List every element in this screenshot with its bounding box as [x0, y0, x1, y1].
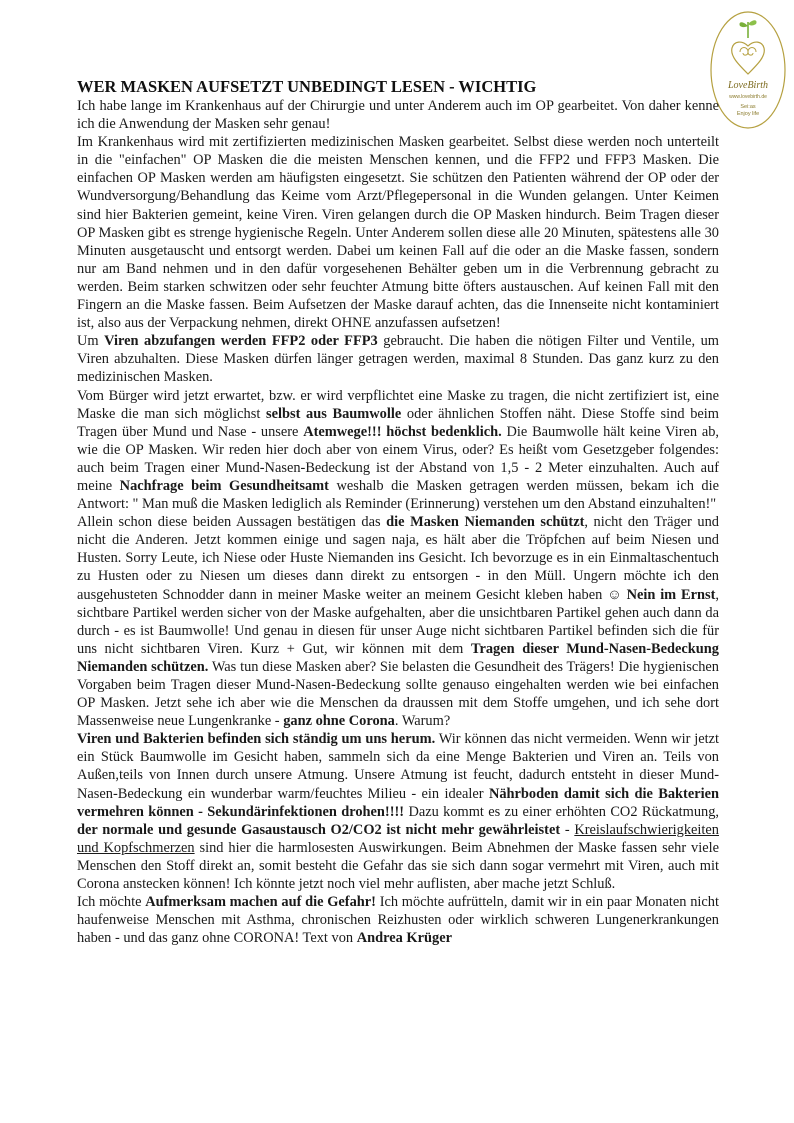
bold-text: Nährboden damit sich die Bakterien vermehren können - Sekundärinfektionen drohen!!!! [77, 785, 720, 820]
bold-text: der normale und gesunde Gasaustausch O2/CO2 ist nicht mehr gewährleistet [77, 821, 561, 838]
paragraph-no-protection [77, 513, 719, 730]
logo-tagline: Sei:as [740, 104, 756, 110]
text-run: , sichtbare Partikel werden sicher von der Maske aufgehalten, aber die unsichtbaren Partikel gehen auch dann da durch - es ist Baumwolle! Und genau in diesen für unser Auge nicht sichtbaren Partikel befinden sich die für uns nicht sichtbaren Viren. Kurz + Gut, wir können mit dem [77, 586, 719, 657]
text-run: - [560, 821, 575, 838]
text-run: Ich möchte aufrütteln, damit wir in ein paar Monaten nicht haufenweise Menschen mit Asthma, chronischen Reizhusten oder wirklich schweren Lungenerkrankungen haben - und das ganz ohne CORONA! Text von [77, 894, 719, 947]
text-run: Im Krankenhaus wird mit zertifizierten medizinischen Masken gearbeitet. Selbst diese werden noch unterteilt in die "einfachen" OP Masken die die meisten Menschen kennen, und die FFP2 und FFP3 Masken. Die einfachen OP Masken werden am häufigsten eingesetzt. Sie schützen den Patienten während der OP oder der Wundversorgung/Behandlung das Keime vom Arzt/Pflegepersonal in die Wunden gelangen. Unter Keimen sind hier Bakterien gemeint, keine Viren. Viren gelangen durch die OP Masken hindurch. Beim Tragen dieser OP Masken gibt es strenge hygienische Regeln. Unter Anderem sollen diese alle 20 Minuten, spätestens alle 30 Minuten ausgetauscht und entsorgt werden. Dabei um keinen Fall auf die oder an die Maske fassen, sondern nur am Band nehmen und in den dafür vorgesehenen Behälter geben um in die Verbrennung gebracht zu werden. Beim starken schwitzen oder sehr feuchter Atmung bitte öfters austauschen. Auf keinen Fall mit den Fingern an die Maske fassen. Beim Aufsetzen der Maske darauf achten, das die Innenseite nicht kontaminiert ist, also aus der Verpackung nehmen, direkt OHNE anzufassen aufsetzen! [77, 134, 719, 332]
text-run: Um [77, 333, 105, 350]
bold-text: Nein im Ernst [626, 586, 716, 603]
text-run: sind hier die harmlosesten Auswirkungen. Beim Abnehmen der Maske fassen sehr viele Menschen den Stoff direkt an, somit besteht die Gefahr das sie sich dann sogar vermehrt mit Viren, auch mit Corona anstecken können! Ich könnte jetzt noch viel mehr auflisten, aber mache jetzt Schluß. [77, 839, 719, 893]
text-run: gebraucht. Die haben die nötigen Filter und Ventile, um Viren abzuhalten. Diese Masken dürfen länger getragen werden, maximal 8 Stunden. Das ganz kurz zu den medizinischen Masken. [77, 333, 719, 386]
document-title: WER MASKEN AUFSETZT UNBEDINGT LESEN - WICHTIG [77, 77, 537, 96]
bold-text: selbst aus Baumwolle [265, 405, 402, 422]
text-run: oder ähnlichen Stoffen näht. Diese Stoffe sind beim Tragen über Mund und Nase - unsere [77, 405, 719, 440]
author-name: Andrea Krüger [356, 930, 452, 947]
text-run: , nicht den Träger und nicht die Anderen. Jetzt kommen einige und sagen naja, es hält aber die Tröpfchen auf beim Niesen und Husten. Sorry Leute, ich Niese oder Huste Niemanden ins Gesicht. Ich bevorzuge es in ein Einmaltaschentuch zu Husten oder zu Niesen um dieses dann direkt zu entsorgen - in den Müll. Ungern möchte ich den ausgehusteten Schnodder dann in meiner Maske weiter an meinem Gesicht kleben haben ☺ [77, 514, 719, 603]
bold-text: Nachfrage beim Gesundheitsamt [119, 477, 329, 494]
paragraph-hospital-masks [77, 133, 719, 332]
text-run: Dazu kommt es zu einer erhöhten CO2 Rückatmung, [404, 803, 720, 820]
document-body [77, 77, 719, 947]
bold-text: ganz ohne Corona [283, 713, 395, 730]
bold-text: Aufmerksam machen auf die Gefahr! [145, 894, 376, 911]
paragraph-closing [77, 893, 719, 947]
text-run: Ich habe lange im Krankenhaus auf der Chirurgie und unter Anderem auch im OP gearbeitet. Von daher kenne ich die Anwendung der Masken sehr genau! [77, 98, 719, 133]
logo-brand-name: LoveBirth [728, 80, 768, 91]
bold-text: die Masken Niemanden schützt [386, 514, 585, 531]
text-run: Ich möchte [77, 894, 146, 911]
logo-tagline: Enjoy life [736, 111, 760, 117]
logo-website: www.lovebirth.de [729, 94, 767, 100]
paragraph-citizen-masks [77, 387, 719, 514]
bold-text: Atemwege!!! höchst bedenklich. [303, 423, 502, 440]
text-run: . Warum? [394, 713, 451, 730]
text-run: weshalb die Masken getragen werden müssen, bekam ich die Antwort: " Man muß die Masken lediglich als Reminder (Erinnerung) verstehen um den Abstand einzuhalten!" [77, 477, 719, 513]
text-run: Die Baumwolle hält keine Viren ab, wie die OP Masken. Wir reden hier doch aber von einem Virus, oder? Es heißt vom Gesetzgeber folgendes: auch beim Tragen einer Mund-Nasen-Bedeckung ist der Abstand von 1,5 - 2 Meter einzuhalten. Auch auf meine [77, 423, 720, 494]
bold-text: Tragen dieser Mund-Nasen-Bedeckung Niemanden schützen. [77, 640, 719, 675]
bold-text: Viren abzufangen werden FFP2 oder FFP3 [104, 333, 378, 350]
lovebirth-logo [708, 8, 788, 132]
text-run: Wir können das nicht vermeiden. Wenn wir jetzt ein Stück Baumwolle im Gesicht haben, sammeln sich da eine Menge Bakterien und Viren an. Teils von Außen,teils von Innen durch unsere Atmung. Unsere Atmung ist feucht, dadurch entsteht in dieser Mund-Nasen-Bedeckung ein wunderbar warm/feuchtes Milieu - ein idealer [77, 731, 719, 802]
bold-text: Viren und Bakterien befinden sich ständig um uns herum. [77, 731, 436, 748]
paragraph-ffp-masks [77, 332, 719, 386]
paragraph-intro [77, 97, 719, 133]
underlined-text: Kreislaufschwierigkeiten und Kopfschmerzen [77, 821, 719, 856]
text-run: Allein schon diese beiden Aussagen bestätigen das [77, 514, 387, 531]
text-run: Was tun diese Masken aber? Sie belasten die Gesundheit des Trägers! Die hygienischen Vorgaben beim Tragen dieser Mund-Nasen-Bedeckung sollte genauso eingehalten werden wie bei einfachen OP Masken. Jetzt sehe ich aber wie die Menschen da draussen mit dem Stoffe umgehen, und ich sehe dort Massenweise neue Lungenkranke - [77, 658, 720, 730]
paragraph-bacteria [77, 730, 719, 893]
text-run: Vom Bürger wird jetzt erwartet, bzw. er wird verpflichtet eine Maske zu tragen, die nicht zertifiziert ist, eine Maske die man sich möglichst [77, 387, 719, 422]
